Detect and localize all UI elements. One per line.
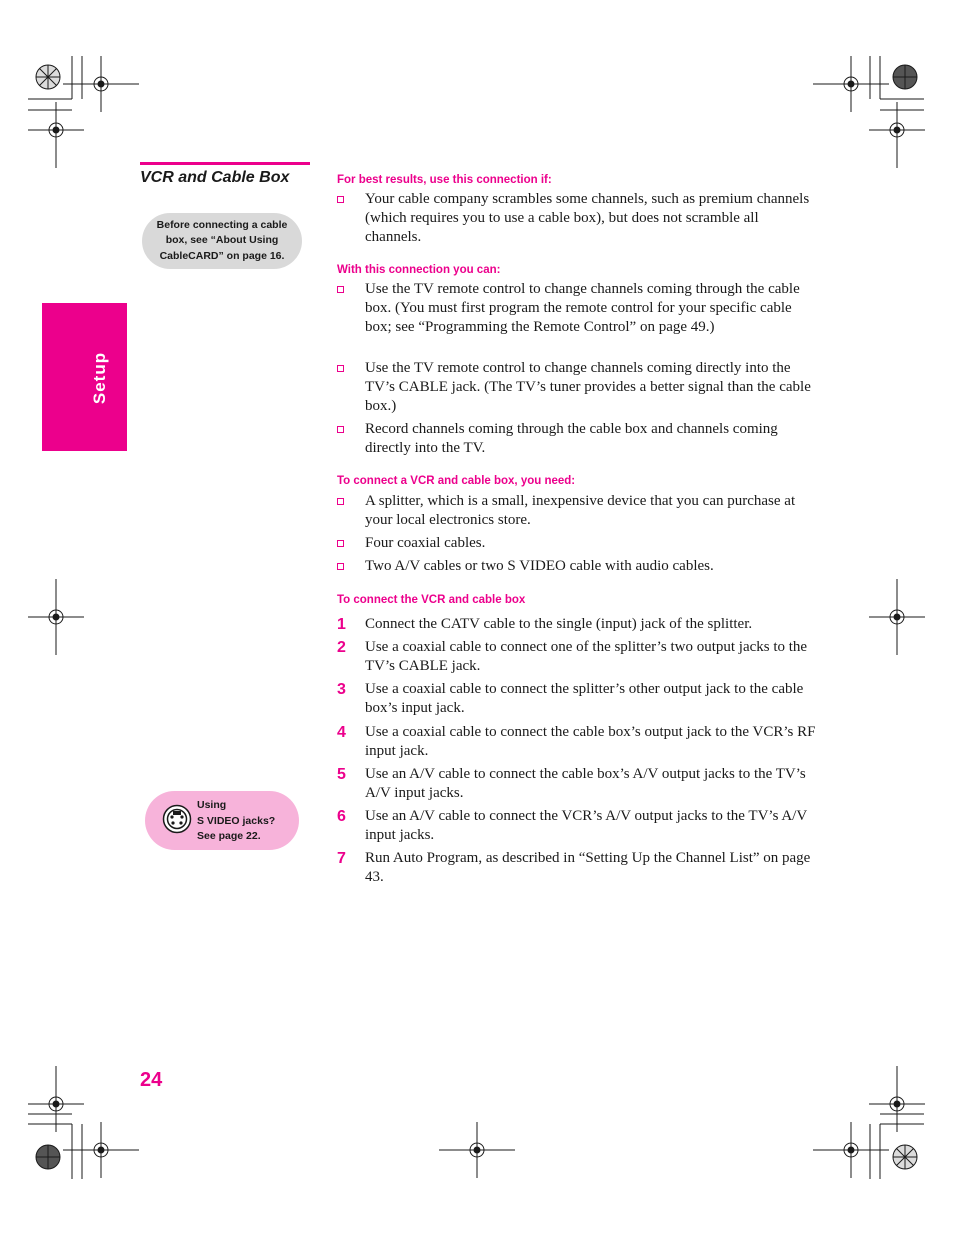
step-number: 2 bbox=[337, 639, 346, 656]
checkbox-bullet-icon bbox=[337, 498, 344, 505]
step-number: 6 bbox=[337, 808, 346, 825]
checkbox-bullet-icon bbox=[337, 563, 344, 570]
list-item-text: Record channels coming through the cable box and channels coming directly into the TV. bbox=[365, 421, 778, 456]
s-video-jack-icon bbox=[162, 804, 192, 834]
cablecard-note bbox=[142, 213, 302, 269]
step-number: 4 bbox=[337, 724, 346, 741]
list-item-text: Four coaxial cables. bbox=[365, 535, 486, 551]
section-title: VCR and Cable Box bbox=[140, 169, 290, 186]
list-item-text: Use the TV remote control to change channels coming directly into the TV’s CABLE jack. (The TV’s tuner provides a better signal than the cable box.) bbox=[365, 360, 811, 414]
list-item-text: A splitter, which is a small, inexpensive device that you can purchase at your local electronics store. bbox=[365, 493, 796, 528]
step-number: 3 bbox=[337, 681, 346, 698]
cablecard-note-text: Before connecting a cable box, see “About Using CableCARD” on page 16. bbox=[156, 218, 288, 262]
section-tab-label: Setup bbox=[90, 351, 109, 405]
checkbox-bullet-icon bbox=[337, 365, 344, 372]
step-text: Use an A/V cable to connect the VCR’s A/V output jacks to the TV’s A/V input jacks. bbox=[365, 808, 807, 843]
step-number: 5 bbox=[337, 766, 346, 783]
title-rule bbox=[140, 162, 310, 165]
svideo-note-text: Using S VIDEO jacks? See page 22. bbox=[197, 799, 276, 842]
step-number: 1 bbox=[337, 616, 346, 633]
step-number: 7 bbox=[337, 850, 346, 867]
step-text: Use an A/V cable to connect the cable box’s A/V output jacks to the TV’s A/V input jacks. bbox=[365, 766, 806, 801]
need-heading: To connect a VCR and cable box, you need: bbox=[337, 475, 576, 487]
page-number: 24 bbox=[140, 1069, 163, 1091]
list-item-text: Your cable company scrambles some channels, such as premium channels (which requires you to use a cable box), but does not scramble all channels. bbox=[365, 191, 810, 245]
best-results-heading: For best results, use this connection if: bbox=[337, 174, 552, 186]
checkbox-bullet-icon bbox=[337, 286, 344, 293]
step-text: Use a coaxial cable to connect the splitter’s other output jack to the cable box’s input jack. bbox=[365, 681, 804, 716]
section-tab bbox=[42, 303, 127, 451]
step-text: Run Auto Program, as described in “Setting Up the Channel List” on page 43. bbox=[365, 850, 811, 885]
step-text: Use a coaxial cable to connect one of the splitter’s two output jacks to the TV’s CABLE jack. bbox=[365, 639, 808, 674]
checkbox-bullet-icon bbox=[337, 196, 344, 203]
checkbox-bullet-icon bbox=[337, 540, 344, 547]
steps-heading: To connect the VCR and cable box bbox=[337, 594, 526, 606]
step-text: Connect the CATV cable to the single (input) jack of the splitter. bbox=[365, 616, 753, 632]
can-do-heading: With this connection you can: bbox=[337, 264, 501, 276]
step-text: Use a coaxial cable to connect the cable box’s output jack to the VCR’s RF input jack. bbox=[365, 724, 816, 759]
svideo-note bbox=[145, 791, 299, 850]
checkbox-bullet-icon bbox=[337, 426, 344, 433]
list-item-text: Two A/V cables or two S VIDEO cable with audio cables. bbox=[365, 558, 714, 574]
list-item-text: Use the TV remote control to change channels coming through the cable box. (You must first program the remote control for your specific cable box; see “Programming the Remote Control” on page 49.) bbox=[365, 281, 800, 335]
